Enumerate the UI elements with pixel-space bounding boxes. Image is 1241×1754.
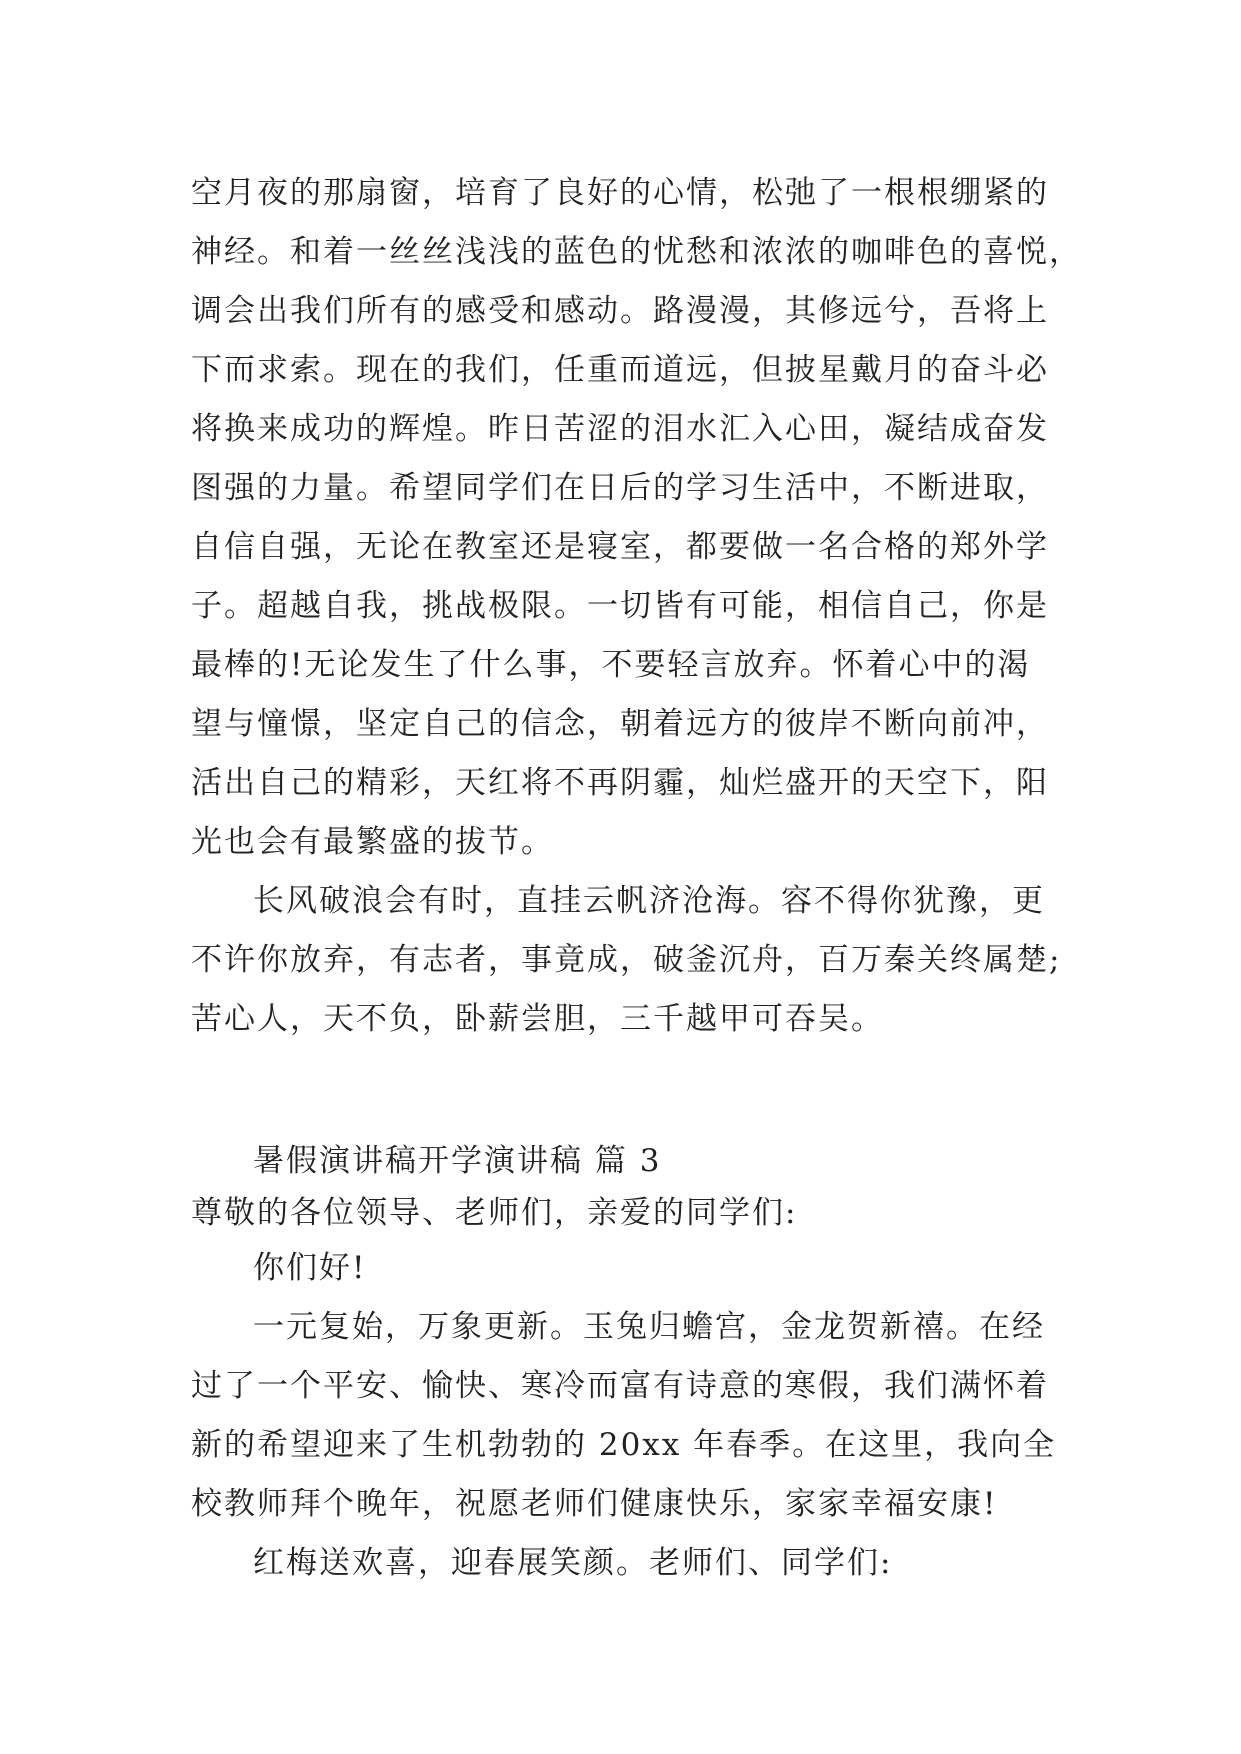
text-line: 一元复始，万象更新。玉兔归蟾宫，金龙贺新禧。在经 xyxy=(253,1309,1045,1345)
text-line: 不许你放弃，有志者，事竟成，破釜沉舟，百万秦关终属楚; xyxy=(191,942,1062,978)
text-line: 过了一个平安、愉快、寒冷而富有诗意的寒假，我们满怀着 xyxy=(191,1368,1049,1404)
greeting: 你们好! xyxy=(253,1250,367,1286)
text-line: 苦心人，天不负，卧薪尝胆，三千越甲可吞吴。 xyxy=(191,1001,884,1037)
text-line: 子。超越自我，挑战极限。一切皆有可能，相信自己，你是 xyxy=(191,588,1049,624)
text-line: 最棒的!无论发生了什么事，不要轻言放弃。怀着心中的渴 xyxy=(191,647,1031,683)
text-line: 神经。和着一丝丝浅浅的蓝色的忧愁和浓浓的咖啡色的喜悦， xyxy=(191,234,1082,270)
paragraph-3 xyxy=(191,1298,1071,1534)
paragraph-2 xyxy=(191,872,1071,1049)
document-body xyxy=(191,164,1082,1593)
text-line: 新的希望迎来了生机勃勃的 20xx 年春季。在这里，我向全 xyxy=(191,1427,1057,1463)
text-line: 校教师拜个晚年，祝愿老师们健康快乐，家家幸福安康! xyxy=(191,1486,998,1522)
text-line: 自信自强，无论在教室还是寝室，都要做一名合格的郑外学 xyxy=(191,529,1049,565)
text-line: 将换来成功的辉煌。昨日苦涩的泪水汇入心田，凝结成奋发 xyxy=(191,411,1049,447)
text-line: 光也会有最繁盛的拔节。 xyxy=(191,824,554,860)
paragraph-1 xyxy=(191,164,1082,872)
salutation: 尊敬的各位领导、老师们，亲爱的同学们: xyxy=(191,1195,798,1231)
text-line: 长风破浪会有时，直挂云帆济沧海。容不得你犹豫，更 xyxy=(253,883,1045,919)
paragraph-4: 红梅送欢喜，迎春展笑颜。老师们、同学们: xyxy=(253,1545,893,1581)
text-line: 空月夜的那扇窗，培育了良好的心情，松弛了一根根绷紧的 xyxy=(191,175,1049,211)
text-line: 活出自己的精彩，天红将不再阴霾，灿烂盛开的天空下，阳 xyxy=(191,765,1049,801)
section-spacer xyxy=(191,1049,1071,1135)
section-title: 暑假演讲稿开学演讲稿 篇 3 xyxy=(253,1143,662,1179)
text-line: 调会出我们所有的感受和感动。路漫漫，其修远兮，吾将上 xyxy=(191,293,1049,329)
text-line: 图强的力量。希望同学们在日后的学习生活中，不断进取， xyxy=(191,470,1049,506)
text-line: 望与憧憬，坚定自己的信念，朝着远方的彼岸不断向前冲， xyxy=(191,706,1049,742)
text-line: 下而求索。现在的我们，任重而道远，但披星戴月的奋斗必 xyxy=(191,352,1049,388)
